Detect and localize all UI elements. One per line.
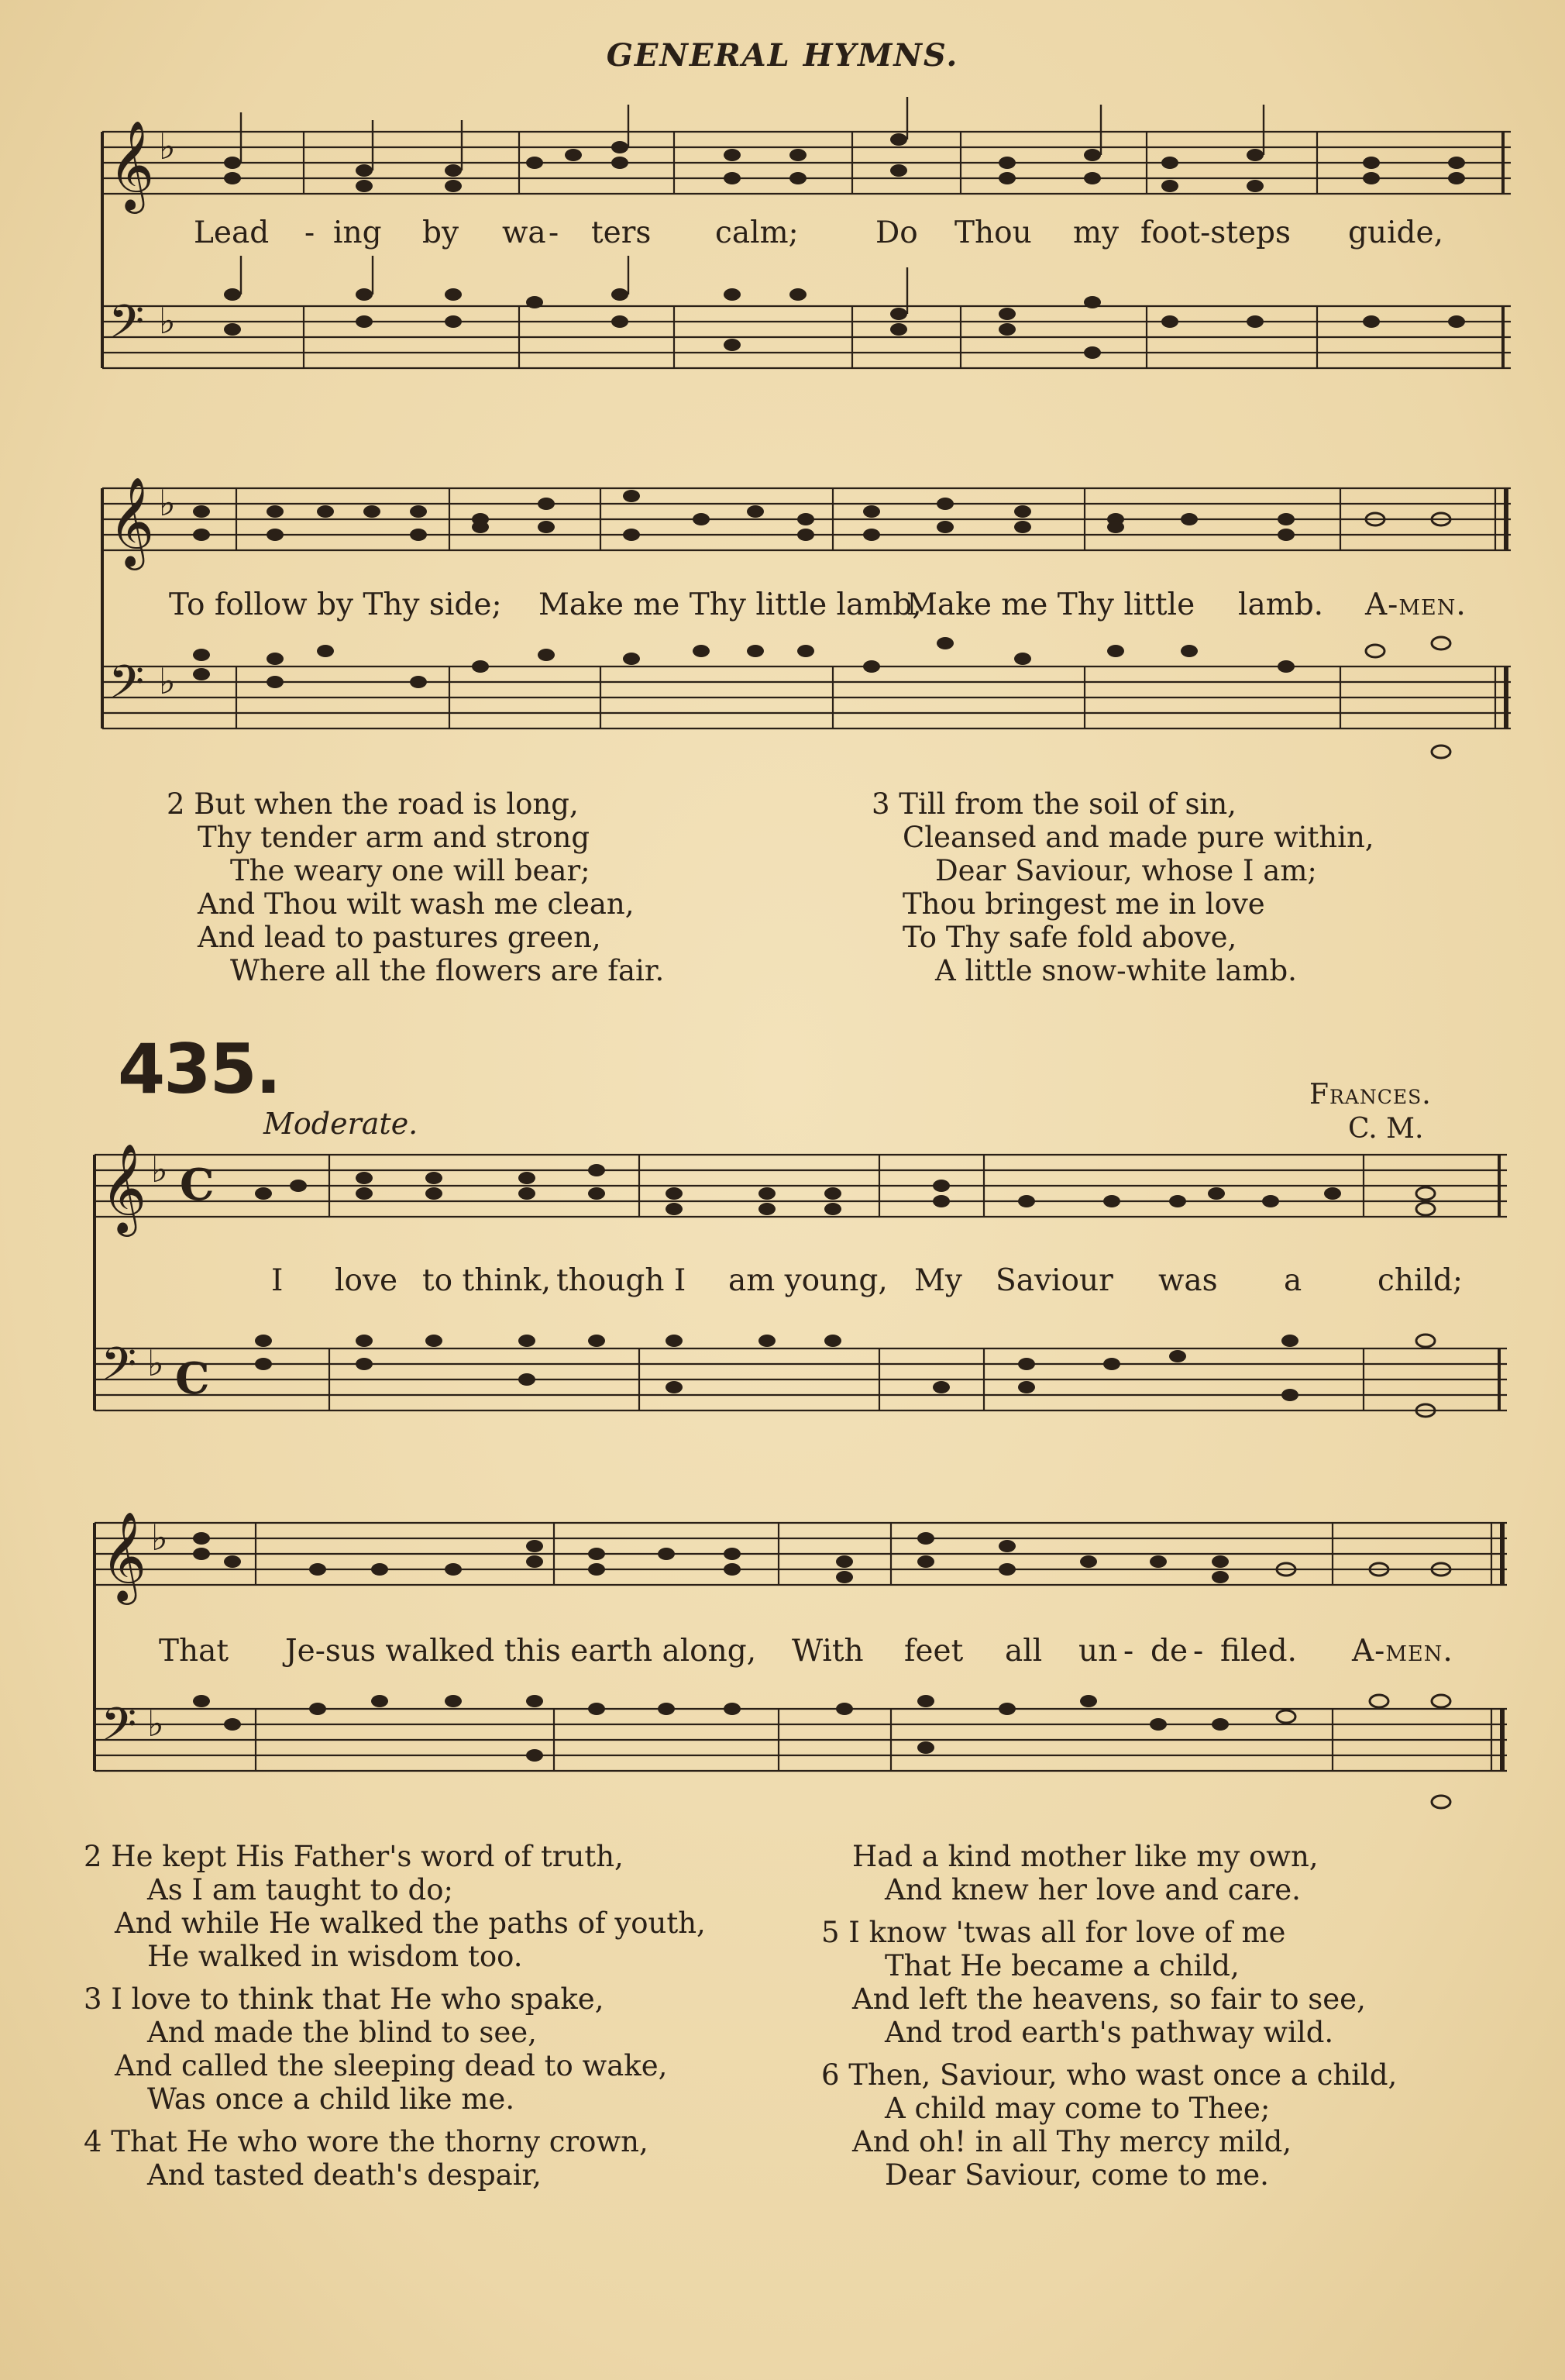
lyric-syllable: by <box>422 215 459 250</box>
hymn-b-lyrics-line-1 <box>0 1263 1565 1302</box>
lyric-syllable: though I <box>556 1263 686 1298</box>
lyric-syllable: wa <box>502 215 546 250</box>
lyric-syllable: calm; <box>715 215 799 250</box>
amen-label: A-men. <box>1365 587 1467 622</box>
lyric-syllable: a <box>1284 1263 1302 1298</box>
flat-icon: ♭ <box>159 300 176 342</box>
flat-icon: ♭ <box>151 1517 168 1559</box>
hymn-b-lyrics-line-2 <box>0 1634 1565 1672</box>
hymn-a-lyrics-line-2 <box>0 587 1565 626</box>
lyric-syllable: - <box>1193 1634 1204 1669</box>
flat-icon: ♭ <box>159 126 176 167</box>
lyric-syllable: feet <box>904 1634 964 1669</box>
tune-name: Frances. <box>1309 1079 1432 1111</box>
flat-icon: ♭ <box>151 1149 168 1190</box>
treble-clef-icon: 𝄞 <box>101 1510 147 1601</box>
lyric-syllable: to think, <box>422 1263 551 1298</box>
treble-clef-icon: 𝄞 <box>108 119 155 210</box>
flat-icon: ♭ <box>147 1342 164 1384</box>
lyric-syllable: That <box>159 1634 229 1669</box>
bass-clef-icon: 𝄢 <box>108 294 145 360</box>
lyric-syllable: Do <box>875 215 918 250</box>
lyric-syllable: ing <box>333 215 382 250</box>
treble-clef-icon: 𝄞 <box>101 1142 147 1233</box>
lyric-syllable: my <box>1073 215 1120 250</box>
hymn-b-verses-right: Had a kind mother like my own, And knew her love and care. 5 I know 'twas all for love of me That He became a child, And left the heavens, so fair to see, And trod earth's pathway wild. 6 Then, Saviour, who wast once a child, A child may come to Thee; And oh! in all Thy mercy mild, Dear Saviour, come to me. <box>821 1840 1398 2192</box>
lyric-syllable: Thou <box>954 215 1032 250</box>
lyric-phrase: Je-sus walked this earth along, <box>285 1634 757 1669</box>
lyric-syllable: am young, <box>728 1263 888 1298</box>
lyric-syllable: all <box>1005 1634 1043 1669</box>
lyric-syllable: - <box>304 215 315 250</box>
common-time-icon: C <box>175 1353 210 1404</box>
lyric-syllable: un <box>1078 1634 1118 1669</box>
lyric-phrase: Make me Thy little <box>906 587 1195 622</box>
lyric-syllable: filed. <box>1220 1634 1297 1669</box>
lyric-syllable: I <box>271 1263 284 1298</box>
lyric-syllable: ters <box>591 215 652 250</box>
lyric-syllable: - <box>1123 1634 1134 1669</box>
lyric-syllable: was <box>1158 1263 1218 1298</box>
hymn-a-lyrics-line-1 <box>0 215 1565 254</box>
amen-label: A-men. <box>1352 1634 1453 1669</box>
meter-label: C. M. <box>1348 1113 1424 1145</box>
hymn-a-verse-3: 3 Till from the soil of sin, Cleansed and made pure within, Dear Saviour, whose I am; Thou bringest me in love To Thy safe fold above, A little snow-white lamb. <box>872 787 1374 987</box>
lyric-syllable: Lead <box>194 215 270 250</box>
hymn-number: 435. <box>118 1029 280 1109</box>
hymn-b-verses-left: 2 He kept His Father's word of truth, As I am taught to do; And while He walked the paths of youth, He walked in wisdom too. 3 I love to think that He who spake, And made the blind to see, And called the sleeping dead to wake, Was once a child like me. 4 That He who wore the thorny crown, And tasted death's despair, <box>84 1840 706 2192</box>
lyric-syllable: Saviour <box>996 1263 1113 1298</box>
running-head: GENERAL HYMNS. <box>606 37 959 74</box>
lyric-syllable: My <box>914 1263 962 1298</box>
lyric-phrase: Make me Thy little lamb, <box>538 587 922 622</box>
lyric-syllable: de <box>1151 1634 1188 1669</box>
bass-clef-icon: 𝄢 <box>101 1697 137 1762</box>
tempo-marking: Moderate. <box>263 1107 418 1141</box>
flat-icon: ♭ <box>159 660 176 702</box>
treble-clef-icon: 𝄞 <box>108 476 155 567</box>
common-time-icon: C <box>180 1159 215 1211</box>
lyric-syllable: child; <box>1378 1263 1464 1298</box>
lyric-syllable: love <box>335 1263 398 1298</box>
bass-clef-icon: 𝄢 <box>101 1337 137 1402</box>
lyric-syllable: - <box>549 215 559 250</box>
hymn-a-verse-2: 2 But when the road is long, Thy tender arm and strong The weary one will bear; And Thou wilt wash me clean, And lead to pastures green, Where all the flowers are fair. <box>167 787 665 987</box>
lyric-syllable: guide, <box>1348 215 1443 250</box>
flat-icon: ♭ <box>147 1703 164 1745</box>
lyric-syllable: With <box>792 1634 864 1669</box>
bass-clef-icon: 𝄢 <box>108 655 145 720</box>
lyric-phrase: lamb. <box>1238 587 1324 622</box>
lyric-syllable: foot-steps <box>1140 215 1291 250</box>
flat-icon: ♭ <box>159 482 176 524</box>
lyric-phrase: To follow by Thy side; <box>169 587 502 622</box>
